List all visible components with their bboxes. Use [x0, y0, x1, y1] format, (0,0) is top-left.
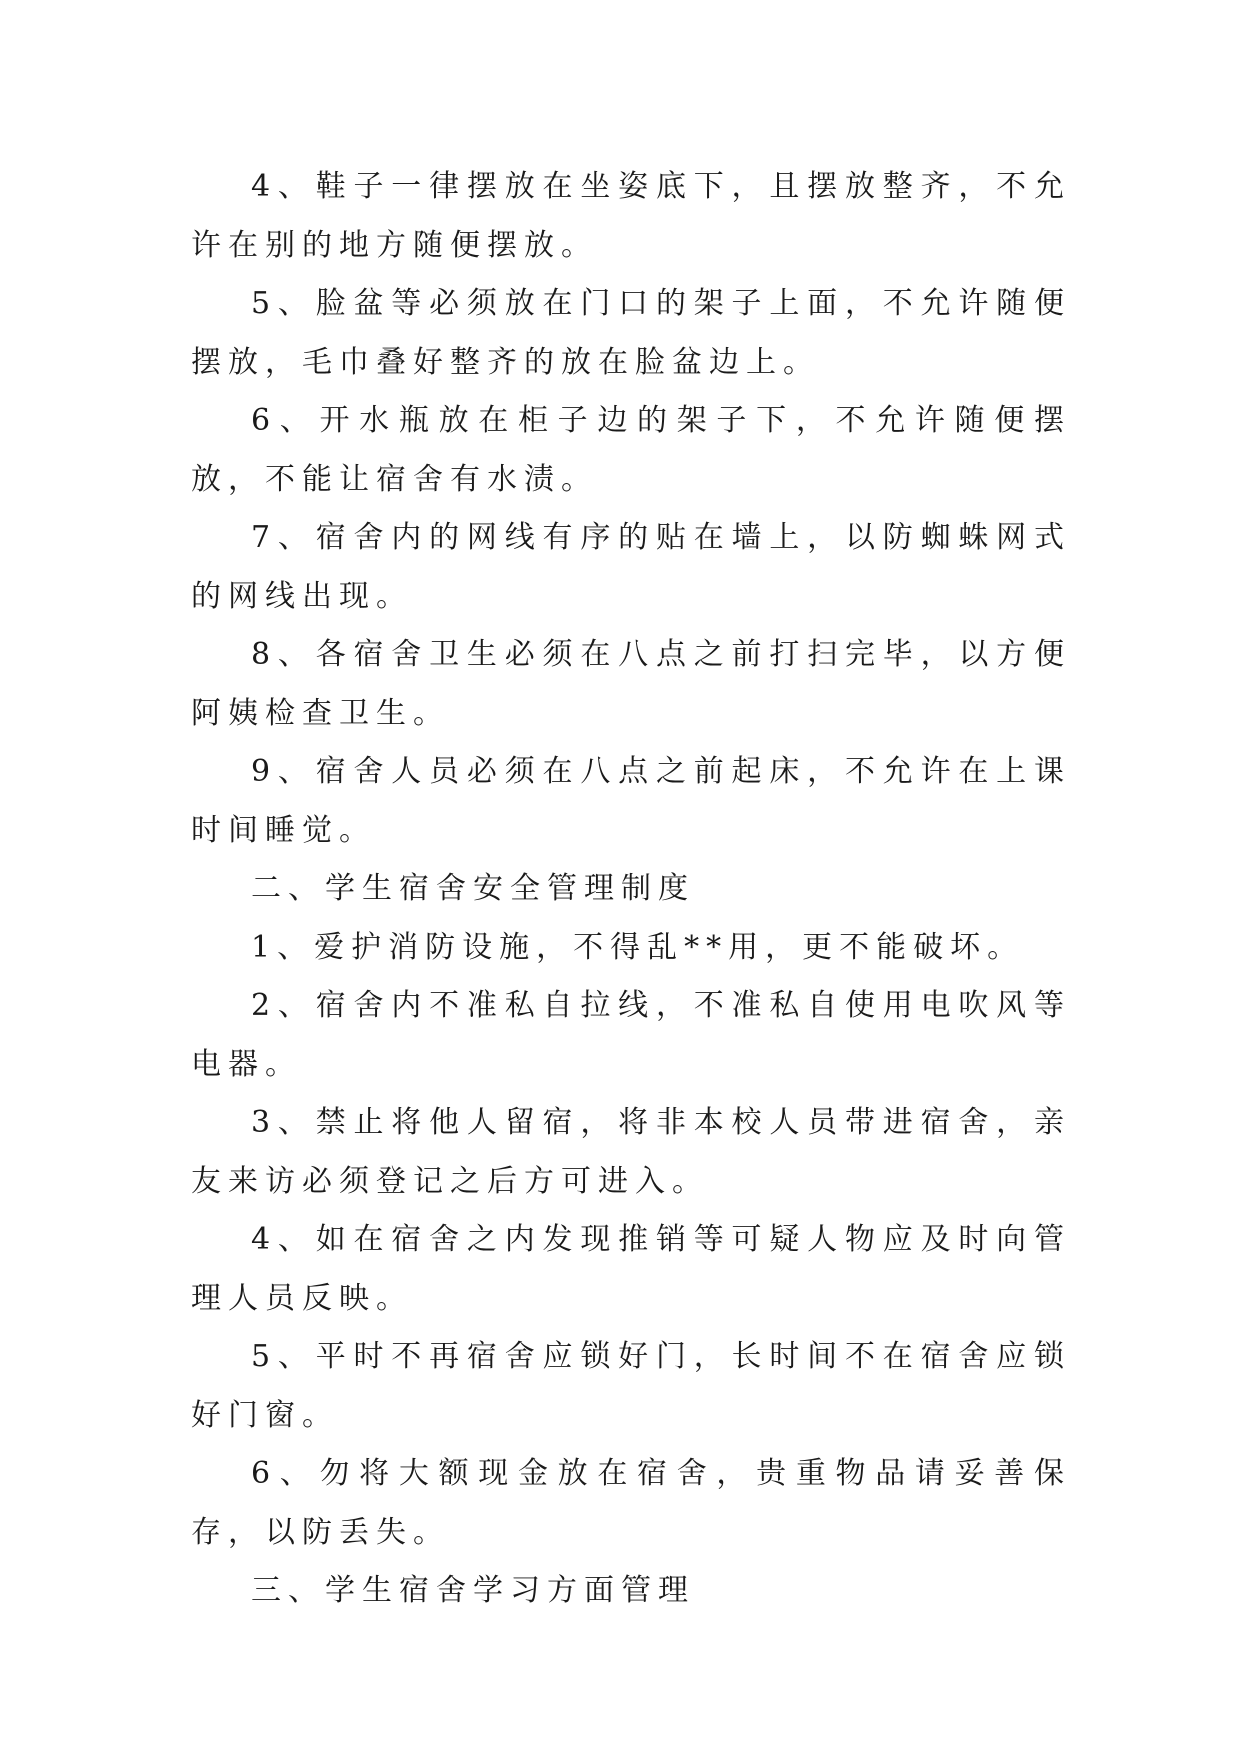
paragraph-rule-7-network-cables: 7、宿舍内的网线有序的贴在墙上，以防蜘蛛网式的网线出现。 [191, 520, 1071, 614]
section-heading-safety: 二、学生宿舍安全管理制度 [251, 871, 695, 906]
paragraph-safety-5-locking: 5、平时不再宿舍应锁好门，长时间不在宿舍应锁好门窗。 [191, 1339, 1071, 1433]
paragraph-safety-4-suspicious: 4、如在宿舍之内发现推销等可疑人物应及时向管理人员反映。 [191, 1222, 1071, 1316]
paragraph-safety-1-fire: 1、爱护消防设施，不得乱**用，更不能破坏。 [251, 929, 1025, 965]
paragraph-rule-5-washbasin: 5、脸盆等必须放在门口的架子上面，不允许随便摆放，毛巾叠好整齐的放在脸盆边上。 [191, 286, 1071, 380]
paragraph-rule-4-shoes: 4、鞋子一律摆放在坐姿底下，且摆放整齐，不允许在别的地方随便摆放。 [191, 169, 1071, 263]
paragraph-safety-2-wiring: 2、宿舍内不准私自拉线，不准私自使用电吹风等电器。 [191, 988, 1071, 1082]
paragraph-rule-8-cleaning: 8、各宿舍卫生必须在八点之前打扫完毕，以方便阿姨检查卫生。 [191, 637, 1071, 731]
document-body [191, 158, 1071, 1621]
paragraph-safety-3-visitors: 3、禁止将他人留宿，将非本校人员带进宿舍，亲友来访必须登记之后方可进入。 [191, 1105, 1071, 1199]
paragraph-rule-9-wake-up: 9、宿舍人员必须在八点之前起床，不允许在上课时间睡觉。 [191, 754, 1071, 848]
paragraph-rule-6-thermos: 6、开水瓶放在柜子边的架子下，不允许随便摆放，不能让宿舍有水渍。 [191, 403, 1071, 497]
paragraph-safety-6-valuables: 6、勿将大额现金放在宿舍，贵重物品请妥善保存，以防丢失。 [191, 1456, 1071, 1550]
section-heading-study: 三、学生宿舍学习方面管理 [251, 1573, 695, 1608]
